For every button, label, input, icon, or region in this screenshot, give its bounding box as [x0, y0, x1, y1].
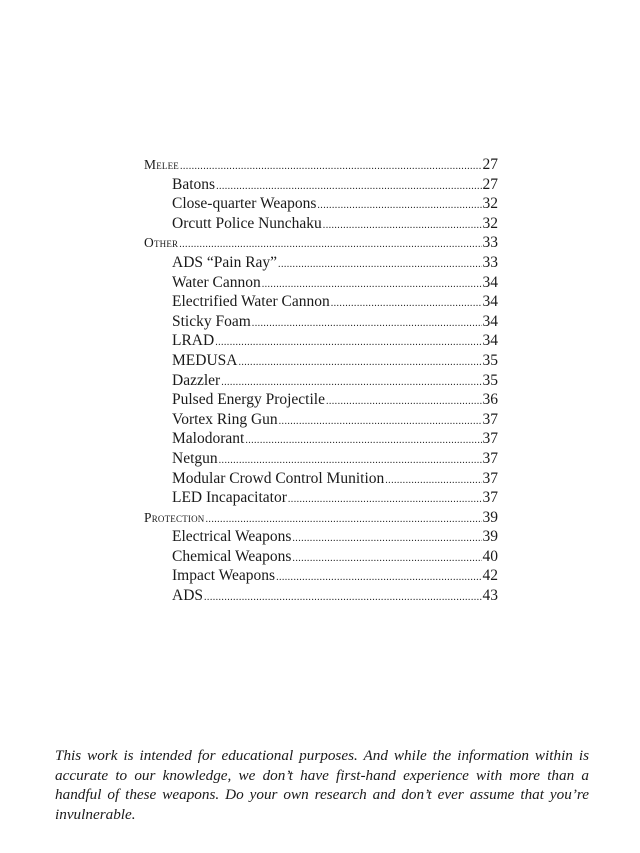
toc-dot-leader — [323, 216, 482, 236]
toc-entry-title: ADS — [172, 587, 204, 605]
toc-entry-page-number: 37 — [482, 449, 498, 467]
toc-entry — [144, 449, 498, 469]
toc-entry — [144, 194, 498, 214]
toc-entry-title: Electrical Weapons — [172, 528, 292, 546]
toc-dot-leader — [292, 549, 481, 569]
toc-entry-page-number: 37 — [482, 489, 498, 507]
toc-dot-leader — [317, 196, 481, 216]
toc-dot-leader — [278, 255, 481, 275]
toc-entry-page-number: 35 — [482, 351, 498, 369]
toc-dot-leader — [331, 294, 482, 314]
toc-dot-leader — [215, 333, 481, 353]
toc-entry-title: Netgun — [172, 449, 218, 467]
toc-entry-page-number: 27 — [482, 175, 498, 193]
toc-entry-page-number: 39 — [482, 508, 498, 526]
toc-entry-page-number: 42 — [482, 567, 498, 585]
toc-entry-page-number: 32 — [482, 214, 498, 232]
toc-section-entry — [144, 233, 498, 253]
toc-entry-title: Malodorant — [172, 430, 245, 448]
disclaimer-text: This work is intended for educational purposes. And while the information within is accurate to our knowledge, we don’t have first-hand experience with more than a handful of these weapons. Do your own research and don’t ever assume that you’re invulnerable. — [55, 747, 589, 823]
toc-entry-title: Other — [144, 235, 179, 251]
toc-entry-title: ADS “Pain Ray” — [172, 253, 278, 271]
toc-entry-title: Impact Weapons — [172, 567, 276, 585]
toc-entry-page-number: 39 — [482, 528, 498, 546]
toc-entry-page-number: 43 — [482, 587, 498, 605]
toc-dot-leader — [252, 314, 482, 334]
toc-entry — [144, 566, 498, 586]
toc-entry — [144, 410, 498, 430]
toc-entry — [144, 312, 498, 332]
toc-entry-title: Water Cannon — [172, 273, 261, 291]
toc-entry-title: Sticky Foam — [172, 312, 251, 330]
toc-entry-title: MEDUSA — [172, 351, 238, 369]
toc-entry-page-number: 34 — [482, 273, 498, 291]
toc-dot-leader — [238, 353, 481, 373]
toc-dot-leader — [276, 568, 481, 588]
toc-entry — [144, 547, 498, 567]
toc-entry — [144, 371, 498, 391]
toc-entry-page-number: 33 — [482, 234, 498, 252]
toc-entry-page-number: 37 — [482, 410, 498, 428]
toc-entry-page-number: 32 — [482, 195, 498, 213]
toc-entry-page-number: 40 — [482, 547, 498, 565]
toc-dot-leader — [288, 490, 482, 510]
toc-entry — [144, 488, 498, 508]
toc-entry-title: LED Incapacitator — [172, 489, 287, 507]
toc-entry-title: Vortex Ring Gun — [172, 410, 278, 428]
toc-entry-title: Orcutt Police Nunchaku — [172, 214, 322, 232]
toc-entry-page-number: 27 — [482, 156, 498, 173]
toc-entry — [144, 469, 498, 489]
toc-dot-leader — [204, 588, 481, 608]
toc-dot-leader — [245, 431, 481, 451]
toc-entry-page-number: 34 — [482, 293, 498, 311]
toc-entry — [144, 351, 498, 371]
toc-entry-title: Batons — [172, 175, 216, 193]
toc-entry-page-number: 36 — [482, 391, 498, 409]
toc-dot-leader — [326, 392, 482, 412]
toc-entry — [144, 586, 498, 606]
table-of-contents — [144, 155, 498, 606]
toc-entry-title: Dazzler — [172, 371, 221, 389]
toc-section-entry — [144, 155, 498, 175]
toc-entry — [144, 292, 498, 312]
toc-entry-page-number: 34 — [482, 332, 498, 350]
toc-entry-title: LRAD — [172, 332, 215, 350]
toc-entry — [144, 390, 498, 410]
toc-entry-page-number: 37 — [482, 469, 498, 487]
toc-entry-page-number: 33 — [482, 253, 498, 271]
toc-section-entry — [144, 508, 498, 528]
toc-dot-leader — [180, 157, 482, 177]
toc-entry-page-number: 34 — [482, 312, 498, 330]
toc-entry — [144, 253, 498, 273]
toc-entry-page-number: 35 — [482, 371, 498, 389]
toc-entry-title: Electrified Water Cannon — [172, 293, 330, 311]
toc-entry-title: Pulsed Energy Projectile — [172, 391, 325, 409]
toc-dot-leader — [279, 412, 482, 432]
toc-dot-leader — [385, 471, 481, 491]
toc-entry — [144, 175, 498, 195]
toc-entry — [144, 273, 498, 293]
toc-entry-title: Close-quarter Weapons — [172, 195, 317, 213]
toc-entry — [144, 527, 498, 547]
toc-dot-leader — [292, 529, 481, 549]
toc-entry-title: Protection — [144, 509, 205, 525]
toc-entry-title: Modular Crowd Control Munition — [172, 469, 385, 487]
toc-entry-title: Chemical Weapons — [172, 547, 292, 565]
toc-entry-page-number: 37 — [482, 430, 498, 448]
toc-entry — [144, 331, 498, 351]
toc-entry — [144, 214, 498, 234]
toc-entry — [144, 429, 498, 449]
toc-entry-title: Melee — [144, 157, 179, 172]
